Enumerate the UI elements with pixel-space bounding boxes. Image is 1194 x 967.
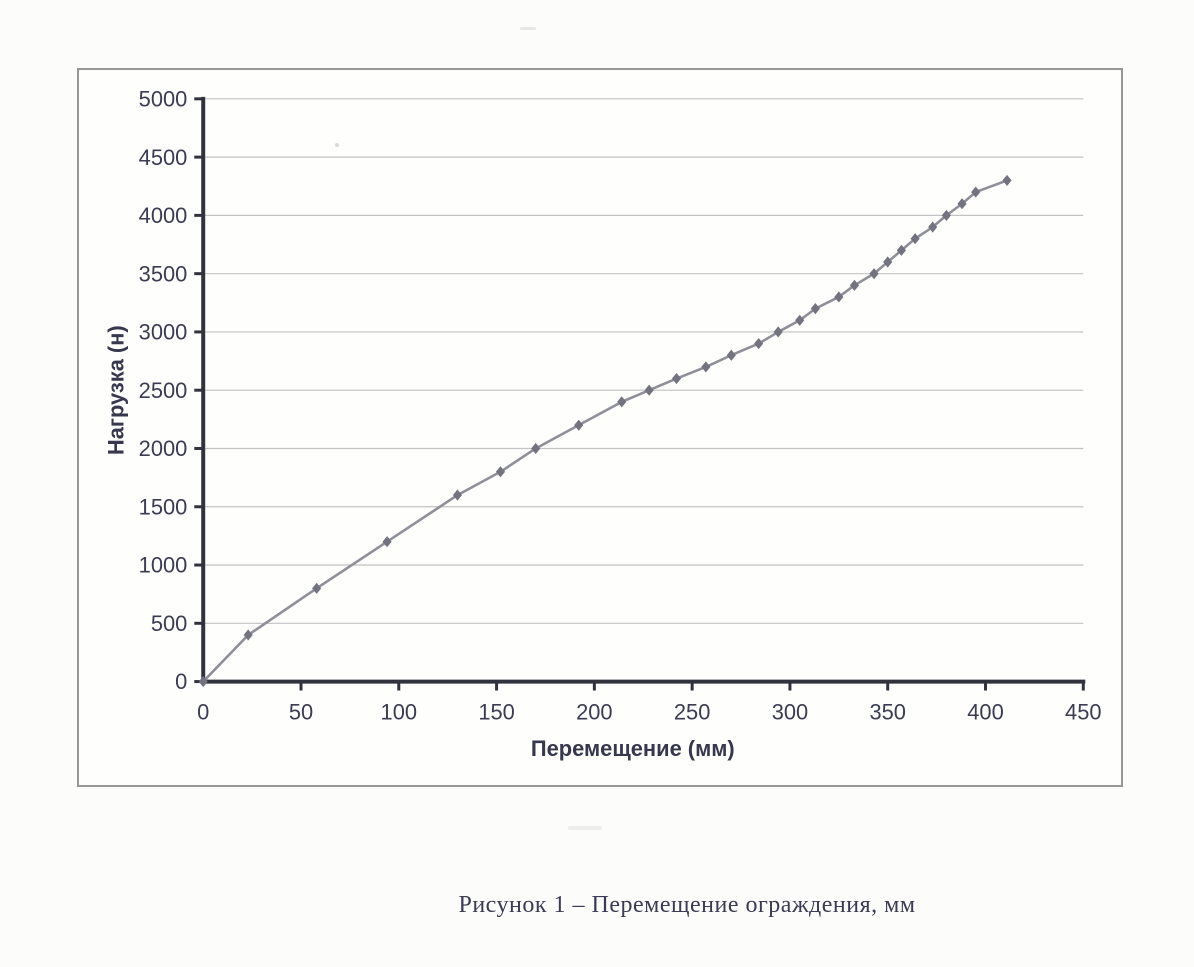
y-tick-label: 500	[150, 610, 188, 636]
x-tick-label: 400	[967, 699, 1004, 725]
x-tick-label: 150	[478, 699, 515, 725]
x-axis-title: Перемещение (мм)	[530, 736, 735, 762]
data-point	[672, 373, 681, 384]
y-axis-title: Нагрузка (н)	[103, 325, 129, 456]
data-point	[645, 385, 654, 396]
data-point	[1002, 175, 1011, 186]
y-tick-label: 5000	[138, 86, 188, 112]
y-tick-label: 2500	[138, 377, 188, 403]
scan-artifact	[568, 826, 602, 830]
data-point	[382, 536, 391, 547]
data-point	[312, 583, 321, 594]
data-point	[701, 361, 710, 372]
data-point	[531, 443, 540, 454]
y-tick-label: 1500	[138, 494, 188, 520]
x-tick-label: 350	[869, 699, 906, 725]
y-tick-label: 3500	[138, 261, 188, 287]
data-point	[617, 396, 626, 407]
scan-artifact	[335, 143, 339, 147]
scan-artifact	[520, 27, 536, 30]
x-tick-label: 250	[673, 699, 711, 725]
data-point	[453, 490, 462, 501]
y-tick-label: 0	[175, 669, 188, 695]
x-tick-label: 0	[197, 699, 210, 725]
series-line	[203, 180, 1007, 681]
x-tick-label: 450	[1065, 699, 1102, 725]
x-tick-label: 200	[576, 699, 613, 725]
y-tick-label: 1000	[138, 552, 188, 578]
data-point	[574, 420, 583, 431]
x-tick-label: 50	[288, 699, 314, 725]
y-tick-label: 4000	[138, 203, 188, 229]
x-tick-label: 100	[380, 699, 418, 725]
chart-canvas	[79, 70, 1121, 785]
y-tick-label: 3000	[138, 319, 188, 345]
data-point	[496, 466, 505, 477]
data-point	[774, 326, 783, 337]
data-point	[754, 338, 763, 349]
chart-frame	[77, 68, 1123, 787]
y-tick-label: 4500	[138, 144, 188, 170]
figure-caption: Рисунок 1 – Перемещение ограждения, мм	[458, 892, 916, 918]
x-tick-label: 300	[771, 699, 809, 725]
data-point	[727, 350, 736, 361]
y-tick-label: 2000	[138, 436, 188, 462]
